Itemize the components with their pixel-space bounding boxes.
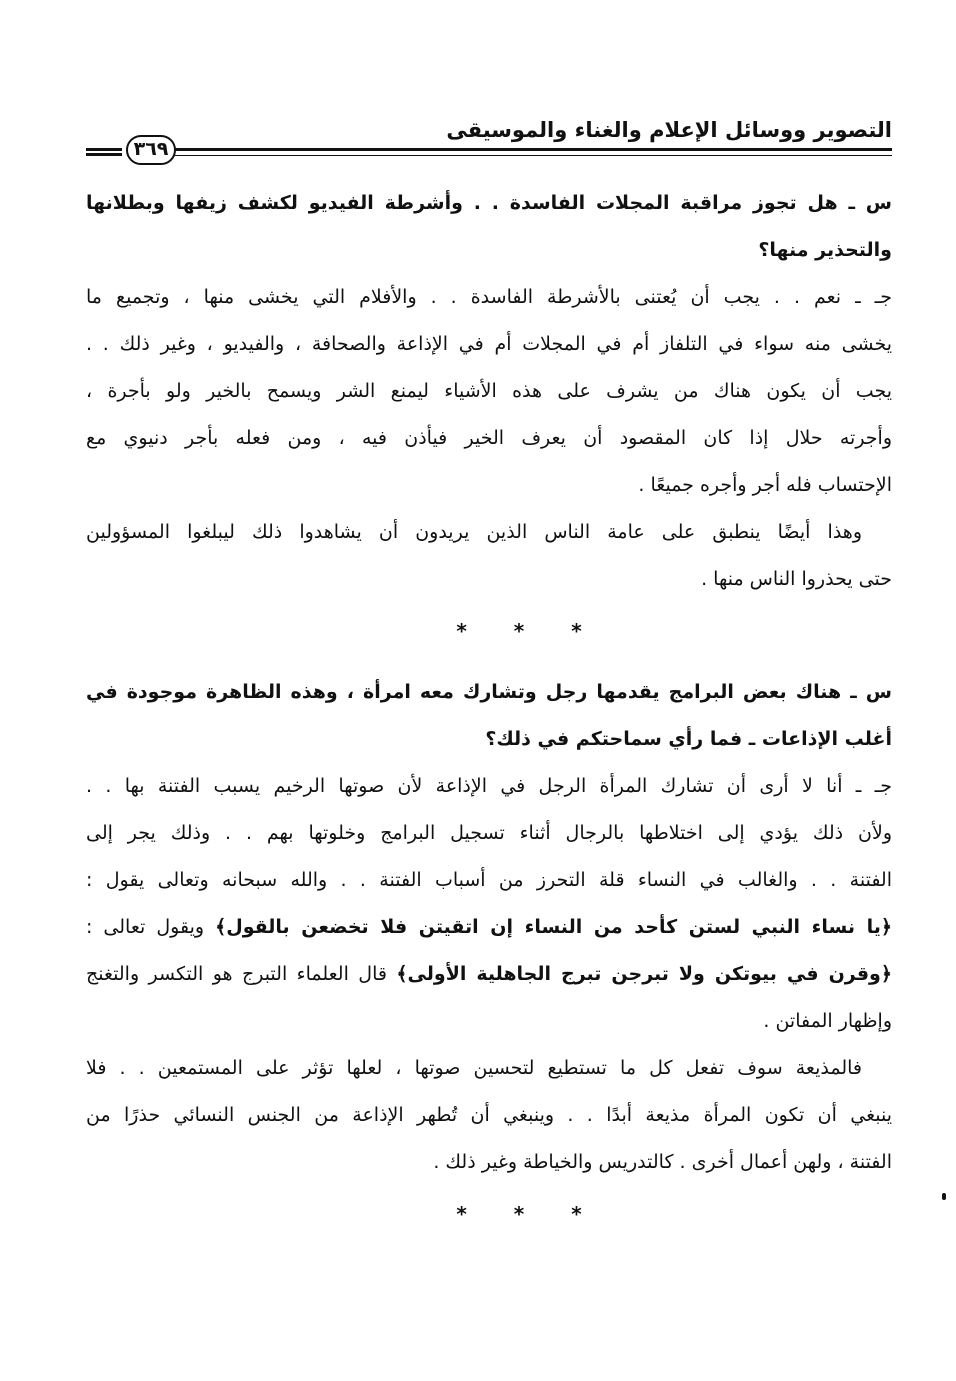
section-separator: * * *: [456, 619, 602, 643]
paragraph-line: وهذا أيضًا ينطبق على عامة الناس الذين يريدون أن يشاهدوا ذلك ليبلغوا المسؤولين: [86, 521, 862, 543]
question-line: والتحذير منها؟: [758, 239, 892, 261]
verse-followup: ويقول تعالى :: [86, 916, 205, 938]
answer-line: وأجرته حلال إذا كان المقصود أن يعرف الخير فيأذن فيه ، ومن فعله بأجر دنيوي مع: [86, 427, 892, 449]
answer-line: ولأن ذلك يؤدي إلى اختلاطها بالرجال أثناء تسجيل البرامج وخلوتها بهم . . وذلك يجر إلى: [86, 822, 892, 844]
header-rule: [162, 148, 892, 156]
question-line: س ـ هناك بعض البرامج يقدمها رجل وتشارك معه امرأة ، وهذه الظاهرة موجودة في: [86, 681, 892, 703]
verse-followup: قال العلماء التبرج هو التكسر والتغنج: [86, 963, 387, 985]
header-dash: [86, 148, 122, 156]
verse-line: [86, 904, 892, 951]
quran-verse: ﴿يا نساء النبي لستن كأحد من النساء إن اتقيتن فلا تخضعن بالقول﴾: [215, 916, 892, 938]
answer-line: جـ ـ نعم . . يجب أن يُعتنى بالأشرطة الفاسدة . . والأفلام التي يخشى منها ، وتجميع ما: [86, 286, 892, 308]
paragraph-line: فالمذيعة سوف تفعل كل ما تستطيع لتحسين صوتها ، لعلها تؤثر على المستمعين . . فلا: [86, 1057, 862, 1079]
answer-line: الفتنة . . والغالب في النساء قلة التحرز من أسباب الفتنة . . والله سبحانه وتعالى يقول :: [86, 869, 892, 891]
running-title: التصوير ووسائل الإعلام والغناء والموسيقى: [446, 118, 892, 142]
answer-line: الإحتساب فله أجر وأجره جميعًا .: [638, 474, 892, 496]
running-header: [86, 112, 892, 168]
verse-line: [86, 951, 892, 998]
paragraph-line: ينبغي أن تكون المرأة مذيعة أبدًا . . وينبغي أن تُطهر الإذاعة من الجنس النسائي حذرًا من: [86, 1104, 892, 1126]
scan-edge-mark: [942, 1193, 946, 1200]
paragraph-line: الفتنة ، ولهن أعمال أخرى . كالتدريس والخياطة وغير ذلك .: [433, 1151, 892, 1173]
page-body: [86, 180, 892, 1242]
answer-line: وإظهار المفاتن .: [763, 1010, 892, 1032]
answer-line: جـ ـ أنا لا أرى أن تشارك المرأة الرجل في الإذاعة لأن صوتها الرخيم يسبب الفتنة بها . .: [86, 775, 892, 797]
quran-verse: ﴿وقرن في بيوتكن ولا تبرجن تبرج الجاهلية الأولى﴾: [396, 963, 892, 985]
page-number: ٣٦٩: [126, 135, 176, 165]
question-line: س ـ هل تجوز مراقبة المجلات الفاسدة . . وأشرطة الفيديو لكشف زيفها وبطلانها: [86, 192, 892, 214]
question-line: أغلب الإذاعات ـ فما رأي سماحتكم في ذلك؟: [485, 728, 892, 750]
answer-line: يخشى منه سواء في التلفاز أم في المجلات أم في الإذاعة والصحافة ، والفيديو ، وغير ذلك . .: [86, 333, 892, 355]
paragraph-line: حتى يحذروا الناس منها .: [701, 568, 892, 590]
section-separator: * * *: [456, 1202, 602, 1226]
answer-line: يجب أن يكون هناك من يشرف على هذه الأشياء ليمنع الشر ويسمح بالخير ولو بأجرة ،: [86, 380, 892, 402]
